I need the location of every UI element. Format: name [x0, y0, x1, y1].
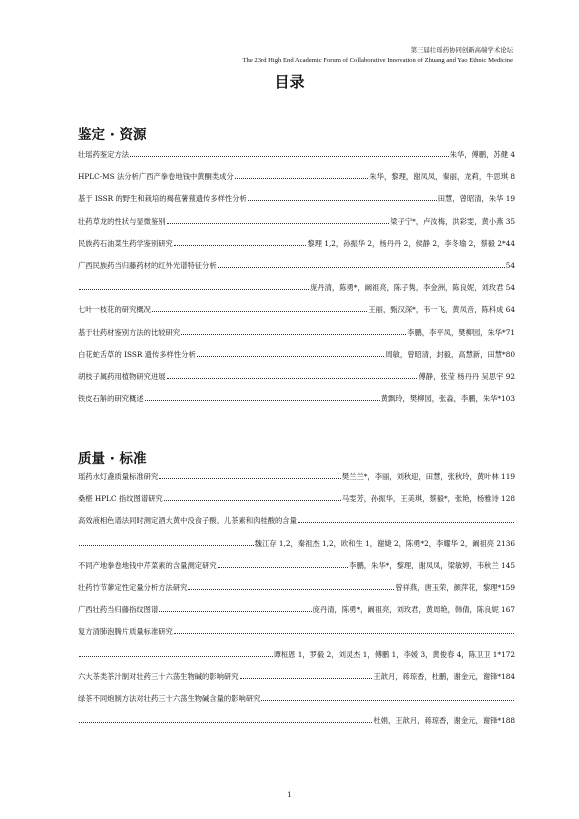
- dot-leader: [261, 700, 514, 701]
- toc-entry-authors-page: 周敏，曾昭清，封毅，高慧新，田慧*80: [385, 349, 515, 359]
- toc-entry-title: 瑶药水灯盏质量标准研究: [78, 472, 159, 481]
- dot-leader: [197, 356, 385, 357]
- toc-entry-authors-page: 朱华，傅鹏，苏健 4: [449, 150, 515, 159]
- toc-entry-authors-page: 朱华，黎理，谢凤凤，秦丽，龙莉，牛思琪 8: [369, 172, 515, 182]
- dot-leader: [188, 589, 394, 590]
- toc-entry-authors-page: 傅静，张莹 杨丹丹 吴思宇 92: [418, 371, 515, 381]
- dot-leader: [79, 656, 273, 657]
- toc-entry-authors-page: 曾祥燕，唐玉荣，颜萍花，黎理*159: [395, 582, 515, 592]
- dot-leader: [235, 178, 369, 179]
- toc-entry-title: 基于壮药材鉴别方法的比较研究: [78, 327, 181, 337]
- dot-leader: [159, 611, 311, 612]
- dot-leader: [174, 633, 514, 634]
- toc-entry-title: 六大茶类茶汁制对壮药三十六荡生物碱的影响研究: [78, 671, 239, 681]
- toc-entry-authors-page: 李鹏，李平凤，樊柳园，朱华*71: [407, 327, 515, 337]
- dot-leader: [248, 200, 437, 201]
- toc-entry[interactable]: [78, 694, 515, 716]
- toc-entry-authors-page: 黄飘玲，樊柳园，张淼，李鹏，朱华*103: [380, 394, 515, 404]
- toc-entry-title: 绿茶不同炮制方法对壮药三十六荡生物碱含量的影响研究: [78, 693, 261, 703]
- toc-entry[interactable]: [78, 650, 515, 672]
- toc-entry-title: 胡枝子属药用植物研究进展: [78, 371, 166, 381]
- toc-entry-authors-page: 庞丹清，陈勇*，阚祖亮，陈子隽，李金洲，陈良妮，刘玫君 54: [310, 283, 515, 293]
- toc-entry-authors-page: 谭桓恩 1，罗毅 2，刘灵杰 1，傅鹏 1，李媛 3，黄俊春 4，陈卫卫 1*172: [273, 649, 515, 659]
- dot-leader: [167, 223, 390, 224]
- toc-entry[interactable]: [78, 472, 515, 494]
- page-number: 1: [287, 791, 292, 799]
- toc-entry-title: 铁皮石斛的研究概述: [78, 394, 144, 404]
- toc-entry-title: 白花蛇舌草的 ISSR 遗传多样性分析: [78, 349, 196, 359]
- header-chinese: 第三届壮瑶药协同创新高端学术论坛: [410, 46, 513, 54]
- toc-entry[interactable]: [78, 716, 515, 738]
- toc-entry[interactable]: [78, 605, 515, 627]
- dot-leader: [181, 334, 406, 335]
- dot-leader: [79, 289, 309, 290]
- toc-entry-title: 广西壮药当归藤指纹图谱: [78, 605, 159, 615]
- toc-entry[interactable]: [78, 516, 515, 538]
- toc-entry-authors-page: 王丽，甄汉深*，韦一飞，黄凤音，陈科成 64: [368, 305, 515, 315]
- toc-entry[interactable]: [78, 194, 515, 216]
- dot-leader: [159, 478, 341, 479]
- dot-leader: [240, 678, 373, 679]
- toc-entry[interactable]: [78, 239, 515, 261]
- dot-leader: [145, 400, 380, 401]
- toc-entry-title: 七叶一枝花的研究概况: [78, 305, 151, 315]
- toc-list-quality: [78, 472, 515, 738]
- toc-entry-authors-page: 黎理 1,2，孙振华 2，杨丹丹 2，侯静 2，李冬瑜 2，蔡毅 2*44: [307, 238, 515, 248]
- toc-entry[interactable]: [78, 172, 515, 194]
- toc-entry-authors-page: 马雯芳，孙振华，王美琪，蔡毅*，张艳，杨雅诗 128: [341, 494, 515, 504]
- toc-entry[interactable]: [78, 394, 515, 416]
- dot-leader: [79, 722, 372, 723]
- toc-entry[interactable]: [78, 305, 515, 327]
- section-heading-quality: 质量 · 标准: [78, 451, 147, 467]
- toc-entry[interactable]: [78, 350, 515, 372]
- toc-entry-title: 民族药石油菜生药学鉴别研究: [78, 238, 173, 248]
- toc-entry-authors-page: 梁子宁*，卢汝梅，洪彩雯，黄小燕 35: [390, 216, 515, 226]
- section-heading-identification: 鉴定 · 资源: [78, 127, 147, 143]
- toc-entry-title: 壮药草龙的性状与显微鉴别: [78, 216, 166, 226]
- header-english: The 23rd High End Academic Forum of Collaborative Innovation of Zhuang and Yao Ethnic Medicine: [242, 57, 513, 64]
- page-title: 目录: [274, 73, 305, 91]
- toc-entry-title: 高效液相色谱法同时测定酒大黄中没食子酸、儿茶素和肉桂酸的含量: [78, 516, 297, 526]
- toc-entry[interactable]: [78, 372, 515, 394]
- toc-entry[interactable]: [78, 561, 515, 583]
- dot-leader: [164, 500, 341, 501]
- toc-entry[interactable]: [78, 150, 515, 172]
- toc-entry-title: HPLC-MS 法分析广西产拳卷地钱中黄酮类成分: [78, 172, 234, 182]
- toc-entry-authors-page: 李鹏，朱华*，黎理，谢凤凤，梁敏婷，韦秋兰 145: [349, 560, 515, 570]
- toc-entry-title: 广西民族药当归藤药材的红外光谱特征分析: [78, 260, 217, 270]
- dot-leader: [298, 522, 514, 523]
- toc-entry[interactable]: [78, 672, 515, 694]
- dot-leader: [174, 245, 307, 246]
- dot-leader: [130, 156, 449, 157]
- toc-entry[interactable]: [78, 494, 515, 516]
- toc-entry-authors-page: 魏江存 1,2，秦祖杰 1,2，欧和生 1，谢婕 2，陈勇*2，李耀华 2，阚祖亮 2136: [254, 538, 515, 548]
- toc-entry-authors-page: 54: [505, 260, 515, 270]
- dot-leader: [167, 378, 418, 379]
- dot-leader: [218, 567, 349, 568]
- toc-entry[interactable]: [78, 217, 515, 239]
- toc-entry-title: 桑椹 HPLC 指纹图谱研究: [78, 494, 163, 504]
- toc-entry[interactable]: [78, 328, 515, 350]
- dot-leader: [152, 311, 367, 312]
- toc-entry-authors-page: 杜娟，王歆月，蒋琼香，谢金元，谢锋*188: [373, 716, 515, 726]
- dot-leader: [79, 545, 254, 546]
- toc-entry-authors-page: 田慧，曾昭清，朱华 19: [437, 194, 515, 204]
- toc-entry-authors-page: 庞丹清，陈勇*，阚祖亮，刘玫君，黄周艳，韩倩，陈良妮 167: [312, 605, 515, 615]
- toc-entry[interactable]: [78, 627, 515, 649]
- dot-leader: [218, 267, 505, 268]
- toc-entry-title: 壮药竹节蓼定性定量分析方法研究: [78, 582, 188, 592]
- toc-entry-authors-page: 樊兰兰*，李丽，刘秋迎，田慧，张秋玲，黄叶林 119: [341, 472, 515, 481]
- toc-entry[interactable]: [78, 583, 515, 605]
- toc-entry[interactable]: [78, 261, 515, 283]
- toc-entry-title: 不同产地拳卷地钱中芹菜素的含量测定研究: [78, 560, 217, 570]
- toc-entry[interactable]: [78, 539, 515, 561]
- toc-list-identification: [78, 150, 515, 416]
- toc-entry-title: 壮瑶药鉴定方法: [78, 150, 130, 159]
- toc-entry-title: 复方清肺泡腾片质量标准研究: [78, 627, 173, 637]
- toc-entry-title: 基于 ISSR 的野生和栽培的褐苞薯蓣遗传多样性分析: [78, 194, 247, 204]
- toc-entry-authors-page: 王歆月，蒋琼香，杜鹏，谢金元，谢锋*184: [373, 671, 515, 681]
- toc-entry[interactable]: [78, 283, 515, 305]
